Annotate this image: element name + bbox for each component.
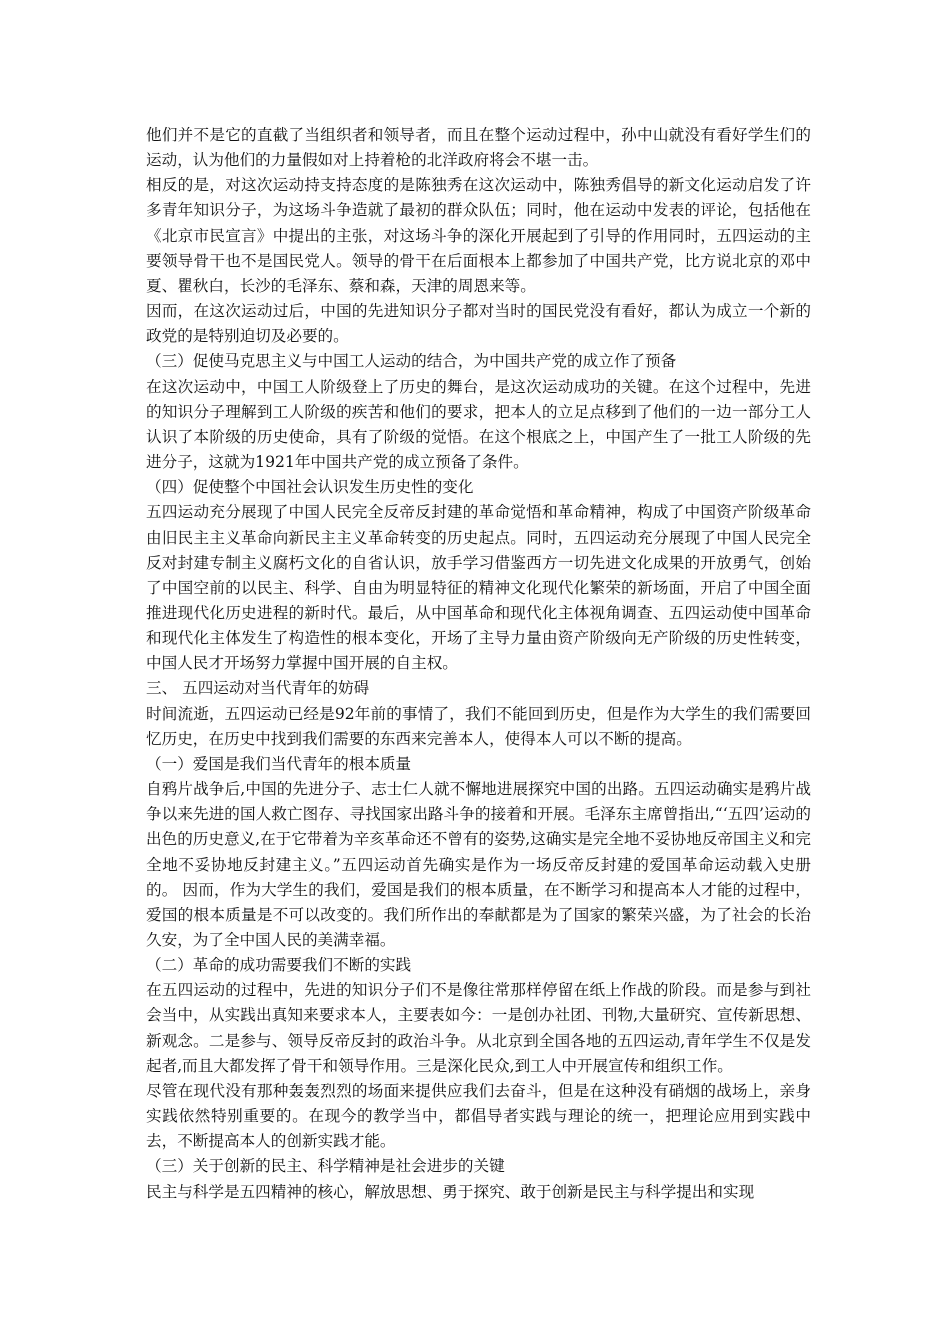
paragraph-continuation: 他们并不是它的直截了当组织者和领导者，而且在整个运动过程中，孙中山就没有看好学生们的运动，认为他们的力量假如对上持着枪的北洋政府将会不堪一击。 bbox=[146, 126, 811, 170]
paragraph-time-passes: 时间流逝，五四运动已经是92年前的事情了，我们不能回到历史，但是作为大学生的我们需要回忆历史，在历史中找到我们需要的东西来完善本人，使得本人可以不断的提高。 bbox=[146, 704, 811, 748]
paragraph-practice: 在五四运动的过程中，先进的知识分子们不是像往常那样停留在纸上作战的阶段。而是参与到社会当中，从实践出真知来要求本人，主要表如今：一是创办社团、刊物,大量研究、宣传新思想、新观念。二是参与、领导反帝反封的政治斗争。从北京到全国各地的五四运动,青年学生不仅是发起者,而且大都发挥了骨干和领导作用。三是深化民众,到工人中开展宣传和组织工作。 bbox=[146, 981, 811, 1075]
subheading-3: （三）关于创新的民主、科学精神是社会进步的关键 bbox=[146, 1157, 505, 1176]
section-heading-4: （四）促使整个中国社会认识发生历史性的变化 bbox=[146, 478, 474, 497]
paragraph-patriotism: 自鸦片战争后,中国的先进分子、志士仁人就不懈地进展探究中国的出路。五四运动确实是鸦片战争以来先进的国人救亡图存、寻找国家出路斗争的接着和开展。毛泽东主席曾指出,“‘五四’运动的出色的历史意义,在于它带着为辛亥革命还不曾有的姿势,这确实是完全地不妥协地反帝国主义和完全地不妥协地反封建主义。”五四运动首先确实是作为一场反帝反封建的爱国革命运动载入史册的。 因而，作为大学生的我们，爱国是我们的根本质量，在不断学习和提高本人才能的过程中，爱国的根本质量是不可以改变的。我们所作出的奉献都是为了国家的繁荣兴盛，为了社会的长治久安，为了全中国人民的美满幸福。 bbox=[146, 780, 811, 949]
section-heading-3: （三）促使马克思主义与中国工人运动的结合，为中国共产党的成立作了预备 bbox=[146, 352, 677, 371]
chapter-heading-3: 三、 五四运动对当代青年的妨碍 bbox=[146, 679, 370, 698]
paragraph-historical-change: 五四运动充分展现了中国人民完全反帝反封建的革命觉悟和革命精神，构成了中国资产阶级革命由旧民主主义革命向新民主主义革命转变的历史起点。同时，五四运动充分展现了中国人民完全反对封建专制主义腐朽文化的自省认识，放手学习借鉴西方一切先进文化成果的开放勇气，创始了中国空前的以民主、科学、自由为明显特征的精神文化现代化繁荣的新场面，开启了中国全面推进现代化历史进程的新时代。最后，从中国革命和现代化主体视角调查、五四运动使中国革命和现代化主体发生了构造性的根本变化，开场了主导力量由资产阶级向无产阶级的历史性转变，中国人民才开场努力掌握中国开展的自主权。 bbox=[146, 503, 811, 673]
subheading-2: （二）革命的成功需要我们不断的实践 bbox=[146, 956, 412, 975]
paragraph-modern-practice: 尽管在现代没有那种轰轰烈烈的场面来提供应我们去奋斗，但是在这种没有硝烟的战场上，亲身实践依然特别重要的。在现今的教学当中，都倡导者实践与理论的统一，把理论应用到实践中去，不断提高本人的创新实践才能。 bbox=[146, 1081, 811, 1151]
paragraph-chen-duxiu: 相反的是，对这次运动持支持态度的是陈独秀在这次运动中，陈独秀倡导的新文化运动启发了许多青年知识分子，为这场斗争造就了最初的群众队伍；同时，他在运动中发表的评论，包括他在《北京市民宣言》中提出的主张，对这场斗争的深化开展起到了引导的作用同时，五四运动的主要领导骨干也不是国民党人。领导的骨干在后面根本上都参加了中国共产党，比方说北京的邓中夏、瞿秋白，长沙的毛泽东、蔡和森，天津的周恩来等。 bbox=[146, 176, 811, 295]
paragraph-new-party: 因而，在这次运动过后，中国的先进知识分子都对当时的国民党没有看好，都认为成立一个新的政党的是特别迫切及必要的。 bbox=[146, 302, 811, 346]
paragraph-working-class: 在这次运动中，中国工人阶级登上了历史的舞台，是这次运动成功的关键。在这个过程中，先进的知识分子理解到工人阶级的疾苦和他们的要求，把本人的立足点移到了他们的一边一部分工人认识了本阶级的历史使命，具有了阶级的觉悟。在这个根底之上，中国产生了一批工人阶级的先进分子，这就为1921年中国共产党的成立预备了条件。 bbox=[146, 377, 811, 472]
subheading-1: （一）爱国是我们当代青年的根本质量 bbox=[146, 754, 412, 773]
paragraph-democracy-science: 民主与科学是五四精神的核心，解放思想、勇于探究、敢于创新是民主与科学提出和实现 bbox=[146, 1182, 755, 1201]
document-body bbox=[146, 123, 811, 1205]
